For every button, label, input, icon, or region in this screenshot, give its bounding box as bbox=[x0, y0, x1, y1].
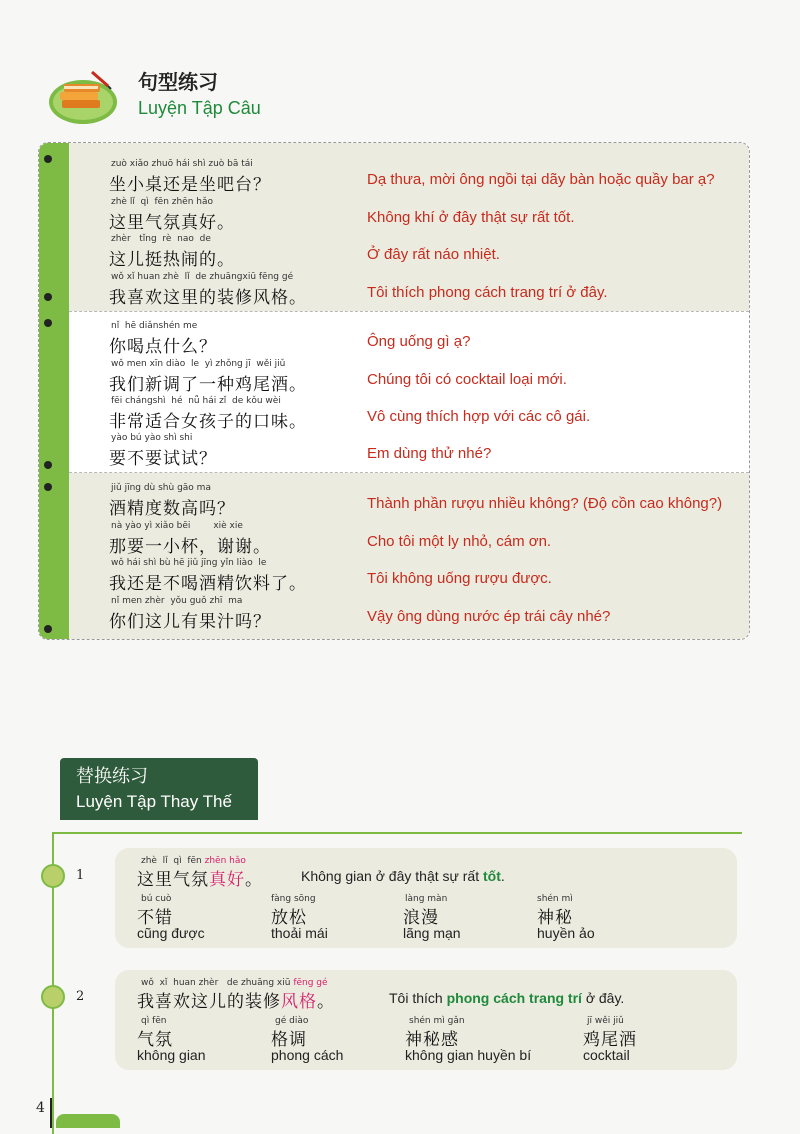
pinyin: wǒ hái shì bù hē jiǔ jīng yǐn liào le bbox=[111, 558, 267, 568]
option-chinese: 神秘感 bbox=[405, 1030, 459, 1050]
sentence-row bbox=[105, 396, 745, 433]
pinyin: fēi chángshì hé nǚ hái zǐ de kǒu wèi bbox=[111, 396, 281, 406]
chinese-sentence: 要不要试试？ bbox=[109, 449, 217, 469]
page-number: 4 bbox=[36, 1100, 45, 1116]
binding-dot bbox=[44, 625, 52, 633]
chinese-sentence: 你们这儿有果汁吗？ bbox=[109, 612, 271, 632]
option-pinyin: làng màn bbox=[405, 894, 448, 904]
option-vietnamese: phong cách bbox=[271, 1047, 344, 1063]
pinyin: zhè lǐ qì fēn zhēn hǎo bbox=[111, 197, 214, 207]
pinyin: wǒ men xīn diào le yì zhǒng jī wěi jiǔ bbox=[111, 359, 286, 369]
option-chinese: 气氛 bbox=[137, 1030, 173, 1050]
chinese-sentence: 那要一小杯，谢谢。 bbox=[109, 537, 271, 557]
chinese-sentence: 我们新调了一种鸡尾酒。 bbox=[109, 375, 307, 395]
pinyin: nǐ men zhèr yǒu guǒ zhī ma bbox=[111, 596, 243, 606]
substitution-item bbox=[115, 970, 737, 1070]
substitution-title-vi: Luyện Tập Thay Thế bbox=[76, 792, 232, 811]
option-pinyin: gé diào bbox=[275, 1016, 309, 1026]
vietnamese-translation: Dạ thưa, mời ông ngồi tại dãy bàn hoặc quầy bar ạ? bbox=[367, 171, 715, 188]
vietnamese-translation: Ông uống gì ạ? bbox=[367, 333, 471, 350]
chinese-sentence: 我喜欢这里的装修风格。 bbox=[109, 288, 307, 308]
option-pinyin: qì fēn bbox=[141, 1016, 167, 1026]
option-pinyin: fàng sōng bbox=[271, 894, 316, 904]
binding-dot bbox=[44, 483, 52, 491]
option-vietnamese: cũng được bbox=[137, 925, 205, 941]
highlighted-phrase: 风格 bbox=[281, 992, 317, 1012]
chinese-sentence: 酒精度数高吗？ bbox=[109, 499, 235, 519]
pinyin: jiǔ jīng dù shù gāo ma bbox=[111, 483, 211, 493]
vietnamese-translation: Vậy ông dùng nước ép trái cây nhé? bbox=[367, 608, 611, 625]
bullet-circle bbox=[41, 864, 65, 888]
chinese-sentence: 坐小桌还是坐吧台？ bbox=[109, 175, 271, 195]
option-pinyin: bú cuò bbox=[141, 894, 172, 904]
section-title-vi: Luyện Tập Câu bbox=[138, 98, 261, 118]
binding-dot bbox=[44, 155, 52, 163]
binding-dot bbox=[44, 461, 52, 469]
pinyin: nǐ hē diǎnshén me bbox=[111, 321, 198, 331]
option-chinese: 放松 bbox=[271, 908, 307, 928]
option-vietnamese: cocktail bbox=[583, 1047, 630, 1063]
section-divider bbox=[52, 832, 742, 834]
bullet-circle bbox=[41, 985, 65, 1009]
option-chinese: 神秘 bbox=[537, 908, 573, 928]
chinese-sentence: 非常适合女孩子的口味。 bbox=[109, 412, 307, 432]
pinyin: wǒ xǐ huan zhè lǐ de zhuāngxiū fēng gé bbox=[111, 272, 294, 282]
binding-dot bbox=[44, 319, 52, 327]
vietnamese-translation: Không gian ở đây thật sự rất tốt. bbox=[301, 868, 505, 884]
sentence-panel bbox=[38, 142, 750, 640]
option-chinese: 浪漫 bbox=[403, 908, 439, 928]
pinyin: nà yào yì xiǎo bēi xiè xie bbox=[111, 521, 243, 531]
vietnamese-translation: Không khí ở đây thật sự rất tốt. bbox=[367, 209, 575, 226]
vietnamese-translation: Cho tôi một ly nhỏ, cám ơn. bbox=[367, 533, 552, 550]
pinyin: zuò xiǎo zhuō hái shì zuò bā tái bbox=[111, 159, 253, 169]
pinyin: zhèr tǐng rè nao de bbox=[111, 234, 211, 244]
option-vietnamese: thoải mái bbox=[271, 925, 328, 941]
section-title-zh: 句型练习 bbox=[138, 70, 218, 94]
sentence-row bbox=[105, 359, 745, 396]
sentence-row bbox=[105, 321, 745, 358]
sentence-row bbox=[105, 558, 745, 595]
sentence-row bbox=[105, 197, 745, 234]
chinese-sentence: 这里气氛真好。 bbox=[109, 213, 235, 233]
item-number: 1 bbox=[76, 868, 85, 883]
vietnamese-translation: Thành phần rượu nhiều không? (Độ cồn cao không?) bbox=[367, 495, 723, 512]
option-chinese: 鸡尾酒 bbox=[583, 1030, 637, 1050]
pinyin: yào bú yào shì shi bbox=[111, 433, 193, 443]
option-pinyin: shén mì bbox=[537, 894, 573, 904]
vietnamese-translation: Tôi không uống rượu được. bbox=[367, 570, 552, 587]
option-pinyin: jī wěi jiǔ bbox=[587, 1016, 624, 1026]
sentence-row bbox=[105, 234, 745, 271]
option-vietnamese: huyền ảo bbox=[537, 925, 595, 941]
chinese-sentence: 你喝点什么？ bbox=[109, 337, 217, 357]
vietnamese-translation: Ở đây rất náo nhiệt. bbox=[367, 246, 500, 263]
chinese-sentence: 这里气氛真好。 bbox=[137, 870, 263, 890]
option-vietnamese: lãng mạn bbox=[403, 925, 461, 941]
sentence-row bbox=[105, 433, 745, 470]
sentence-row bbox=[105, 159, 745, 196]
substitution-item bbox=[115, 848, 737, 948]
highlighted-phrase: 真好 bbox=[209, 870, 245, 890]
binding-bar bbox=[39, 143, 69, 639]
sentence-row bbox=[105, 272, 745, 309]
vietnamese-translation: Em dùng thử nhé? bbox=[367, 445, 492, 462]
option-chinese: 不错 bbox=[137, 908, 173, 928]
page-number-rule bbox=[50, 1098, 52, 1128]
option-vietnamese: không gian bbox=[137, 1047, 206, 1063]
option-chinese: 格调 bbox=[271, 1030, 307, 1050]
books-icon bbox=[48, 64, 118, 126]
footer-tab bbox=[56, 1114, 120, 1128]
vietnamese-translation: Tôi thích phong cách trang trí ở đây. bbox=[367, 284, 608, 301]
pinyin: wǒ xǐ huan zhèr de zhuāng xiū fēng gé bbox=[141, 978, 328, 988]
sentence-row bbox=[105, 483, 745, 520]
vietnamese-translation: Tôi thích phong cách trang trí ở đây. bbox=[389, 990, 625, 1006]
sentence-row bbox=[105, 521, 745, 558]
chinese-sentence: 我喜欢这儿的装修风格。 bbox=[137, 992, 335, 1012]
vietnamese-translation: Chúng tôi có cocktail loại mới. bbox=[367, 371, 567, 388]
vietnamese-translation: Vô cùng thích hợp với các cô gái. bbox=[367, 408, 591, 425]
substitution-title-zh: 替换练习 bbox=[76, 766, 148, 787]
binding-dot bbox=[44, 293, 52, 301]
option-vietnamese: không gian huyền bí bbox=[405, 1047, 532, 1063]
pinyin: zhè lǐ qì fēn zhēn hǎo bbox=[141, 856, 246, 866]
option-pinyin: shén mì gǎn bbox=[409, 1016, 465, 1026]
sentence-row bbox=[105, 596, 745, 633]
item-number: 2 bbox=[76, 989, 85, 1004]
chinese-sentence: 这儿挺热闹的。 bbox=[109, 250, 235, 270]
chinese-sentence: 我还是不喝酒精饮料了。 bbox=[109, 574, 307, 594]
